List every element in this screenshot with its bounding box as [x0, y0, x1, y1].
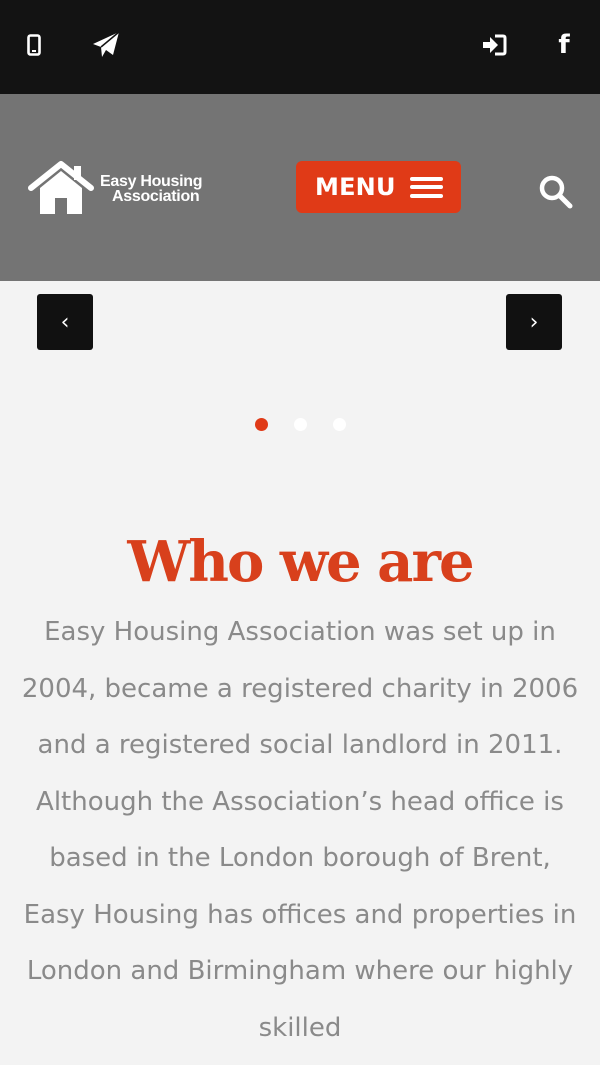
hamburger-icon [410, 177, 443, 198]
chevron-left-icon: ‹ [60, 309, 70, 335]
slider-dots [255, 418, 346, 431]
logo-line-2: Association [112, 188, 200, 205]
slider-dot-3[interactable] [333, 418, 346, 431]
facebook-glyph: f [558, 30, 570, 60]
slider-dot-2[interactable] [294, 418, 307, 431]
slider-next-button[interactable] [506, 294, 562, 350]
logo-wordmark [100, 174, 202, 204]
site-logo[interactable] [28, 160, 228, 216]
menu-label: MENU [315, 173, 396, 201]
facebook-icon[interactable] [546, 27, 582, 63]
sign-in-icon[interactable] [476, 27, 512, 63]
house-icon [28, 160, 94, 216]
chevron-right-icon: › [529, 309, 539, 335]
site-header [0, 94, 600, 281]
section-title: Who we are [127, 529, 473, 595]
menu-button[interactable] [296, 161, 461, 213]
top-bar [0, 0, 600, 94]
about-section [0, 520, 600, 1056]
about-text: Easy Housing Association was set up in 2004, became a registered charity in 2006 and a registered social landlord in 2011. Although the Association’s head office is based in the London borough of Brent, Easy Housing has offices and properties in London and Birmingham where our highly skilled [21, 617, 579, 1043]
slider-dot-1[interactable] [255, 418, 268, 431]
slider-prev-button[interactable] [37, 294, 93, 350]
paper-plane-icon[interactable] [88, 27, 124, 63]
mobile-phone-icon[interactable] [16, 27, 52, 63]
logo-line-1: Easy Housing [100, 173, 203, 190]
search-icon [539, 175, 573, 209]
search-button[interactable] [536, 172, 576, 212]
hero-slider [0, 281, 600, 481]
